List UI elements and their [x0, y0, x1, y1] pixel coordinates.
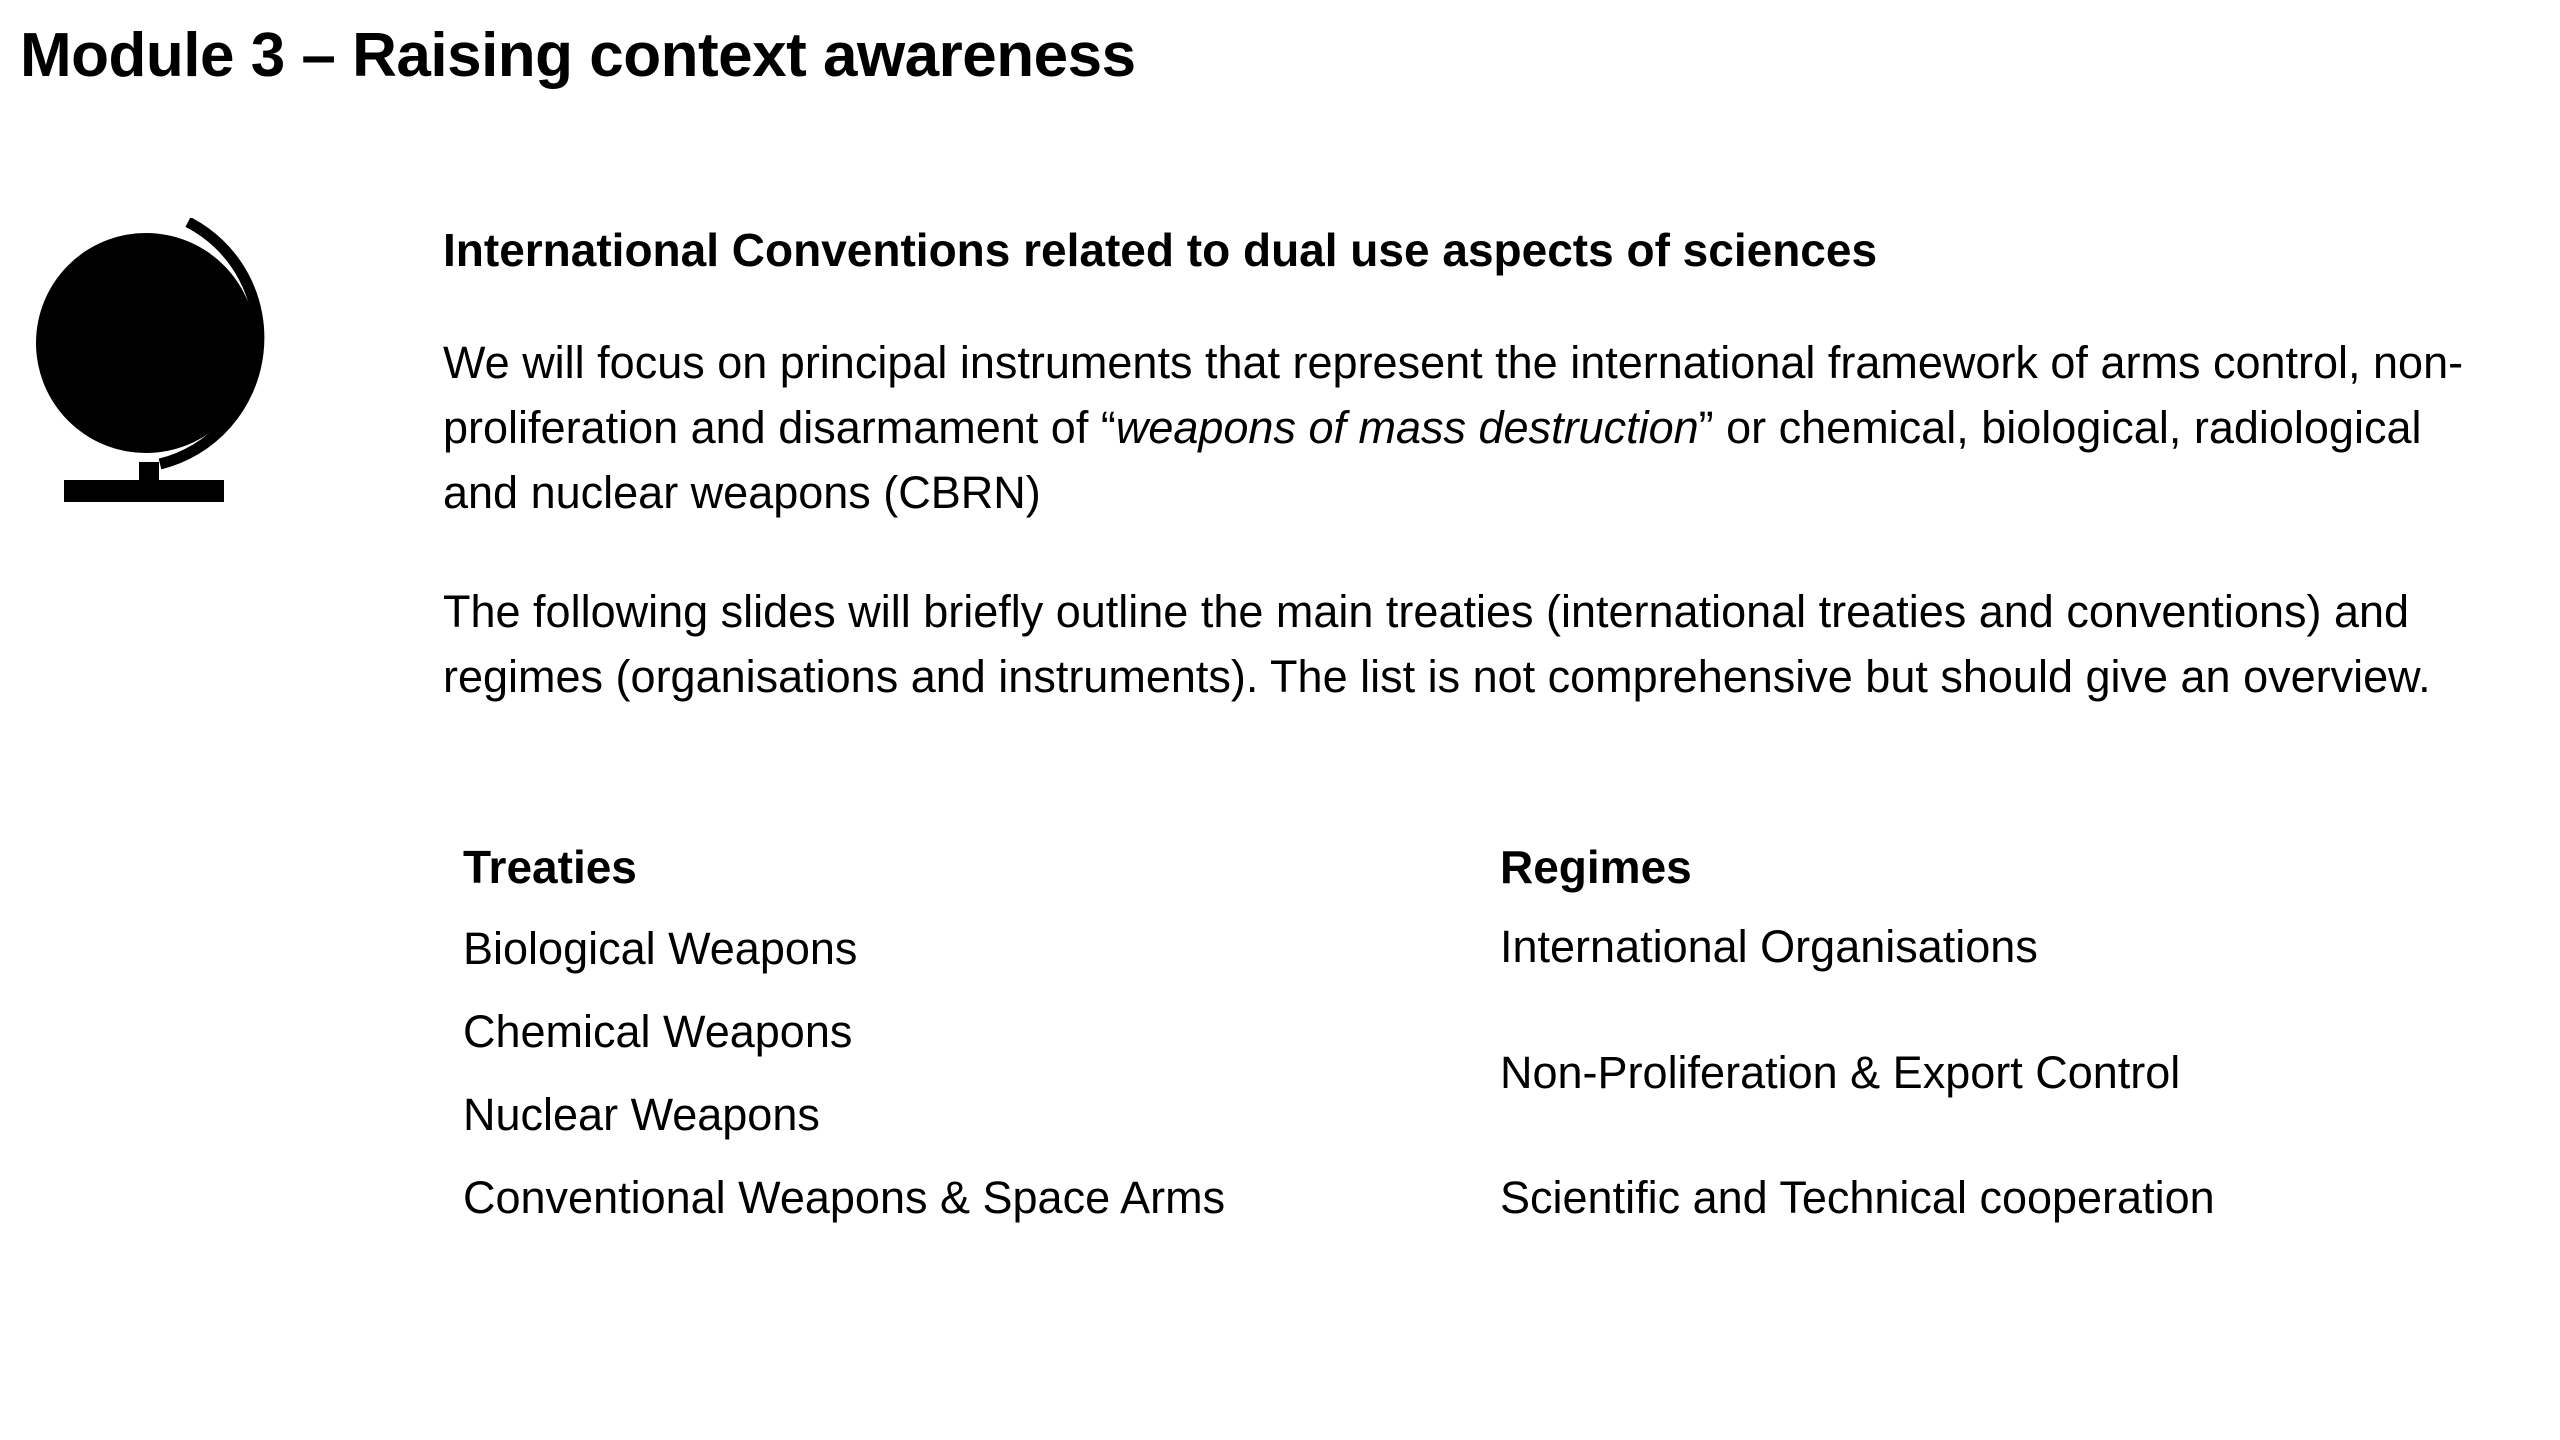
slide-title: Module 3 – Raising context awareness — [20, 21, 1136, 90]
regime-item: Non-Proliferation & Export Control — [1500, 1047, 2181, 1098]
intro-paragraph — [443, 330, 2503, 525]
regime-item: International Organisations — [1500, 921, 2038, 972]
treaty-item: Conventional Weapons & Space Arms — [463, 1172, 1226, 1223]
regimes-heading: Regimes — [1500, 841, 1692, 893]
overview-paragraph: The following slides will briefly outline the main treaties (international treaties and conventions) and regimes (organisations and instruments). The list is not comprehensive but should give an overview. — [443, 586, 2431, 702]
treaty-item: Chemical Weapons — [463, 1006, 853, 1057]
treaty-item: Biological Weapons — [463, 923, 858, 974]
intro-text-start: We will focus on principal instruments that represent the international framework of arms control, non-proliferation and disarmament of “ — [443, 337, 2464, 453]
slide-content — [443, 220, 2503, 1223]
treaties-regimes-columns — [443, 837, 2443, 1257]
treaties-heading: Treaties — [463, 841, 637, 893]
section-subheading: International Conventions related to dual use aspects of sciences — [443, 224, 1878, 276]
intro-emphasis: weapons of mass destruction — [1115, 402, 1699, 453]
treaty-item: Nuclear Weapons — [463, 1089, 820, 1140]
intro-text-end: ” or chemical, biological, radiological and nuclear weapons (CBRN) — [443, 402, 2422, 518]
globe-icon — [36, 218, 276, 508]
regime-item: Scientific and Technical cooperation — [1500, 1172, 2215, 1223]
